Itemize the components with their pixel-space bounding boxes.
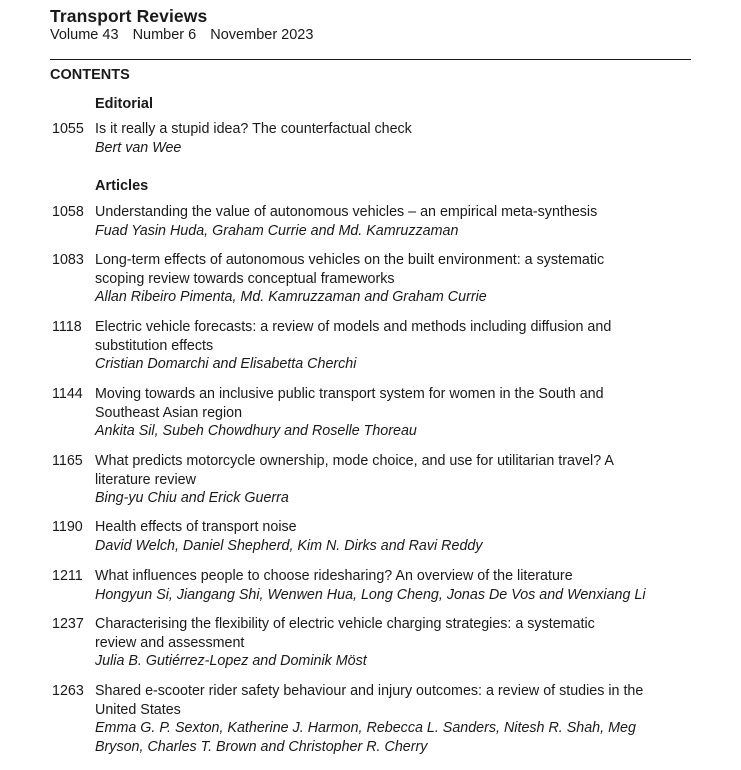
page-number: 1263 — [52, 683, 84, 699]
article-authors: Bert van Wee — [95, 139, 182, 156]
toc-entry[interactable] — [50, 615, 730, 671]
issue-info — [50, 27, 323, 43]
article-title[interactable]: Understanding the value of autonomous vehicles – an empirical meta-synthesis — [95, 204, 598, 220]
toc-entry[interactable] — [50, 385, 730, 441]
article-authors: Bing-yu Chiu and Erick Guerra — [95, 490, 289, 506]
article-authors: Julia B. Gutiérrez-Lopez and Dominik Möst — [95, 653, 367, 669]
volume: Volume 43 — [50, 27, 119, 43]
toc-entry[interactable] — [50, 120, 730, 157]
page-number: 1055 — [52, 121, 84, 137]
article-title[interactable]: Long-term effects of autonomous vehicles on the built environment: a systematic scoping review towards conceptual frameworks — [95, 252, 605, 287]
contents-heading: CONTENTS — [50, 67, 130, 83]
journal-title: Transport Reviews — [50, 6, 208, 26]
page-number: 1144 — [52, 386, 83, 402]
toc-entry[interactable] — [50, 567, 730, 604]
article-authors: Ankita Sil, Subeh Chowdhury and Roselle Thoreau — [95, 423, 417, 439]
article-title[interactable]: What predicts motorcycle ownership, mode choice, and use for utilitarian travel? A literature review — [95, 453, 614, 488]
article-title[interactable]: Health effects of transport noise — [95, 519, 297, 535]
toc-entry[interactable] — [50, 452, 730, 508]
article-authors: Allan Ribeiro Pimenta, Md. Kamruzzaman and Graham Currie — [95, 289, 487, 305]
issue-number: Number 6 — [132, 27, 197, 43]
article-title[interactable]: Characterising the flexibility of electric vehicle charging strategies: a systematic review and assessment — [95, 616, 595, 651]
article-authors: Hongyun Si, Jiangang Shi, Wenwen Hua, Long Cheng, Jonas De Vos and Wenxiang Li — [95, 586, 646, 603]
article-title[interactable]: Shared e-scooter rider safety behaviour and injury outcomes: a review of studies in the United States — [95, 683, 644, 718]
issue-date: November 2023 — [210, 27, 314, 43]
page-number: 1083 — [52, 252, 84, 268]
article-authors: Cristian Domarchi and Elisabetta Cherchi — [95, 356, 357, 372]
article-title[interactable]: Electric vehicle forecasts: a review of models and methods including diffusion and substitution effects — [95, 319, 612, 354]
page-number: 1165 — [52, 453, 83, 469]
section-heading-articles: Articles — [95, 178, 149, 194]
page-number: 1190 — [52, 519, 83, 535]
article-authors: Emma G. P. Sexton, Katherine J. Harmon, Rebecca L. Sanders, Nitesh R. Shah, Meg Bryson, Charles T. Brown and Christopher R. Cherry — [95, 720, 636, 755]
toc-entry[interactable] — [50, 318, 730, 374]
article-authors: Fuad Yasin Huda, Graham Currie and Md. Kamruzzaman — [95, 222, 459, 239]
toc-entry[interactable] — [50, 682, 730, 756]
page-number: 1211 — [52, 568, 83, 584]
toc-entry[interactable] — [50, 203, 730, 240]
article-title[interactable]: Is it really a stupid idea? The counterfactual check — [95, 121, 412, 137]
page-number: 1058 — [52, 204, 84, 220]
page-number: 1118 — [52, 319, 82, 335]
article-title[interactable]: What influences people to choose ridesharing? An overview of the literature — [95, 568, 573, 584]
section-heading-editorial: Editorial — [95, 96, 154, 112]
page-number: 1237 — [52, 616, 84, 632]
header-rule — [50, 59, 691, 60]
article-authors: David Welch, Daniel Shepherd, Kim N. Dirks and Ravi Reddy — [95, 537, 483, 554]
toc-entry[interactable] — [50, 251, 730, 307]
toc-entry[interactable] — [50, 518, 730, 555]
article-title[interactable]: Moving towards an inclusive public transport system for women in the South and Southeast Asian region — [95, 386, 604, 421]
